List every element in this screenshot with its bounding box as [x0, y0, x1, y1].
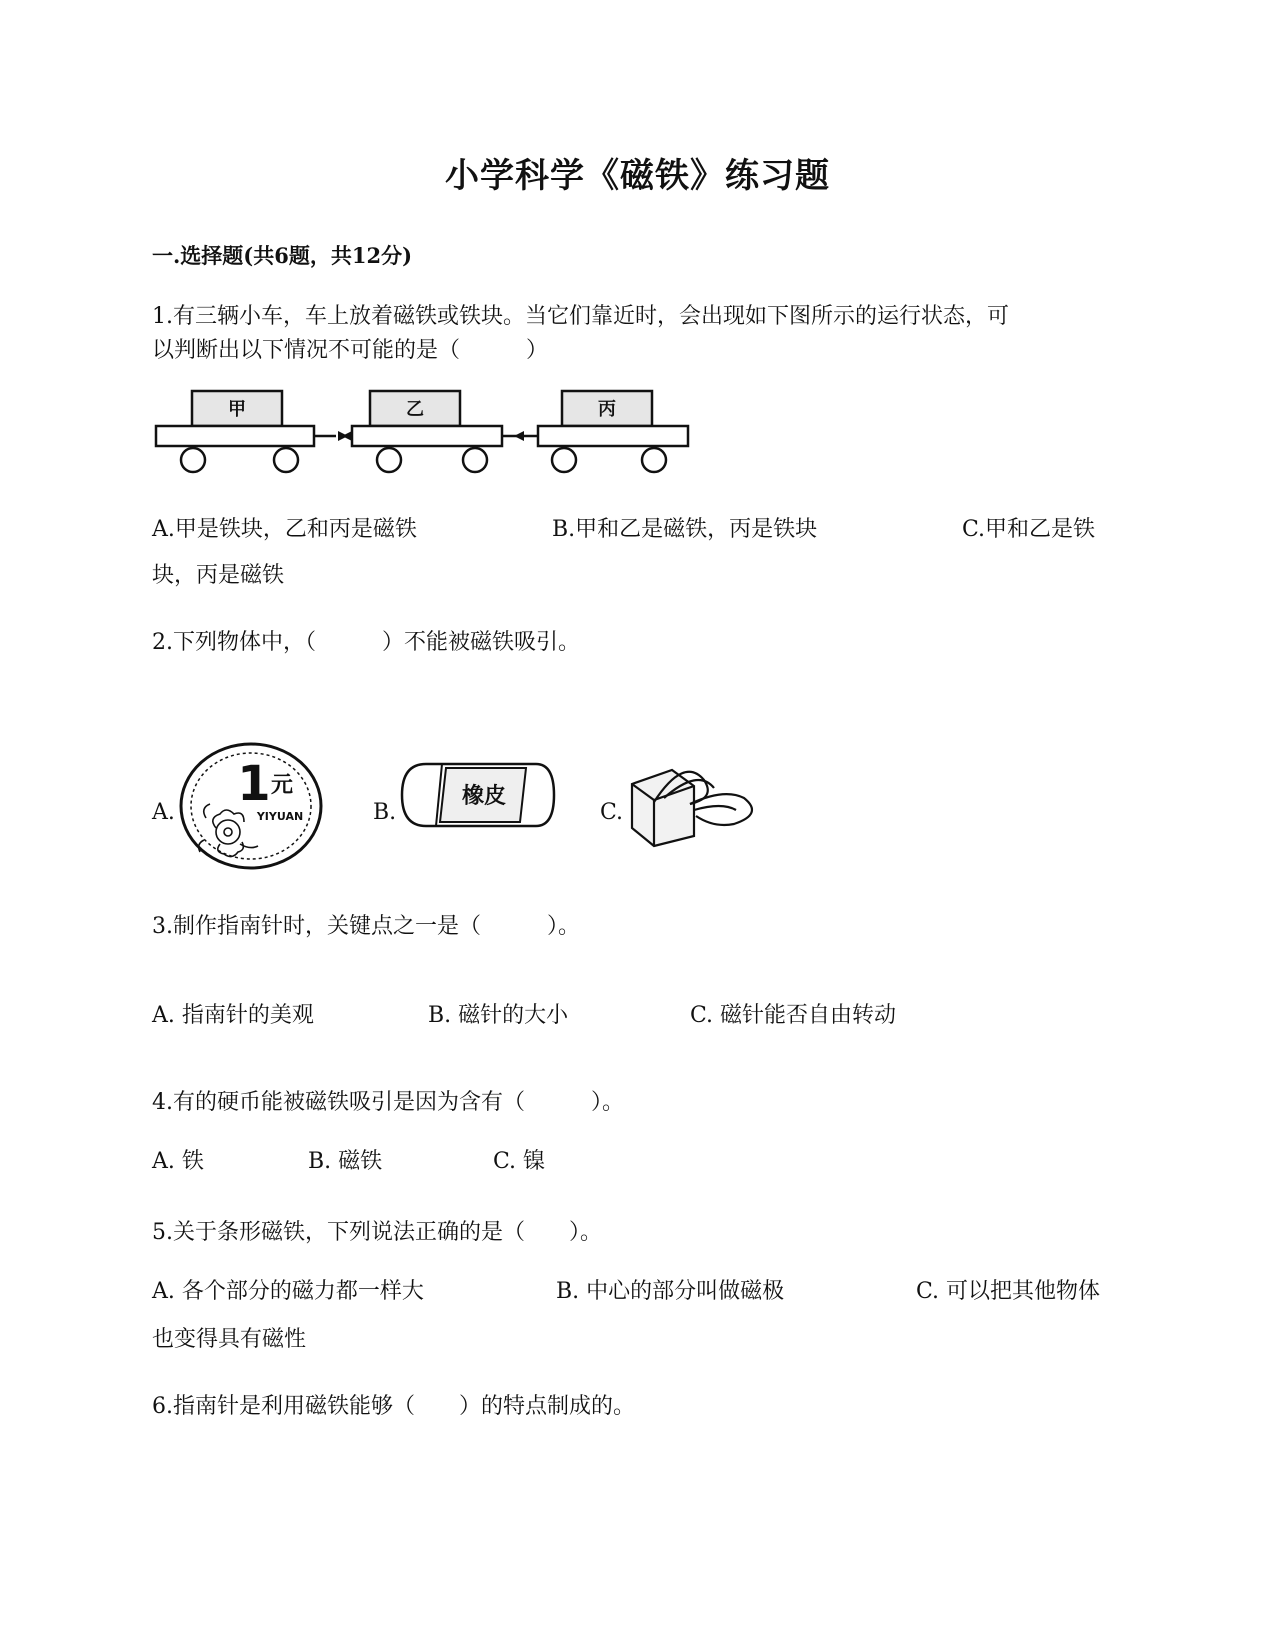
cart-label-yi: 乙: [406, 399, 424, 420]
q1-option-c-continued: 块，丙是磁铁: [152, 563, 285, 588]
coin-text: YIYUAN: [256, 810, 304, 823]
q4-option-b[interactable]: B. 磁铁: [308, 1149, 383, 1174]
q1-option-c[interactable]: C.甲和乙是铁: [962, 517, 1096, 542]
coin-image[interactable]: [176, 740, 326, 872]
q5-option-b[interactable]: B. 中心的部分叫做磁极: [556, 1279, 785, 1304]
carts-figure: [152, 388, 712, 478]
q5-option-c[interactable]: C. 可以把其他物体: [916, 1279, 1101, 1304]
q3-option-c[interactable]: C. 磁针能否自由转动: [690, 1003, 897, 1028]
page-title: 小学科学《磁铁》练习题: [445, 156, 830, 196]
q1-option-a[interactable]: A.甲是铁块，乙和丙是磁铁: [152, 517, 417, 542]
section-heading: 一.选择题(共6题，共12分): [152, 243, 413, 268]
q5-option-a[interactable]: A. 各个部分的磁力都一样大: [152, 1279, 424, 1304]
q3-option-b[interactable]: B. 磁针的大小: [428, 1003, 569, 1028]
q2-option-b-label[interactable]: B.: [373, 800, 397, 825]
binder-clip-image[interactable]: [624, 758, 764, 846]
q3-option-a[interactable]: A. 指南针的美观: [152, 1003, 314, 1028]
coin-value: 1: [237, 756, 271, 812]
eraser-label: 橡皮: [461, 784, 507, 809]
q3-stem: 3.制作指南针时，关键点之一是（ ）。: [152, 914, 580, 939]
q1-option-b[interactable]: B.甲和乙是磁铁，丙是铁块: [552, 517, 818, 542]
q4-option-c[interactable]: C. 镍: [493, 1149, 546, 1174]
q2-option-a-label[interactable]: A.: [152, 800, 175, 825]
cart-label-jia: 甲: [228, 399, 246, 420]
eraser-image[interactable]: [396, 758, 556, 832]
coin-unit: 元: [270, 773, 294, 798]
q2-stem: 2.下列物体中，（ ）不能被磁铁吸引。: [152, 630, 580, 655]
q1-stem-line2: 以判断出以下情况不可能的是（ ）: [152, 338, 549, 363]
q5-option-c-continued: 也变得具有磁性: [152, 1327, 307, 1352]
q5-stem: 5.关于条形磁铁，下列说法正确的是（ ）。: [152, 1220, 602, 1245]
q2-option-c-label[interactable]: C.: [600, 800, 624, 825]
q4-stem: 4.有的硬币能被磁铁吸引是因为含有（ ）。: [152, 1090, 624, 1115]
q4-option-a[interactable]: A. 铁: [152, 1149, 204, 1174]
q1-stem-line1: 1.有三辆小车，车上放着磁铁或铁块。当它们靠近时，会出现如下图所示的运行状态，可: [152, 304, 1009, 329]
q6-stem: 6.指南针是利用磁铁能够（ ）的特点制成的。: [152, 1394, 635, 1419]
cart-label-bing: 丙: [598, 399, 616, 420]
